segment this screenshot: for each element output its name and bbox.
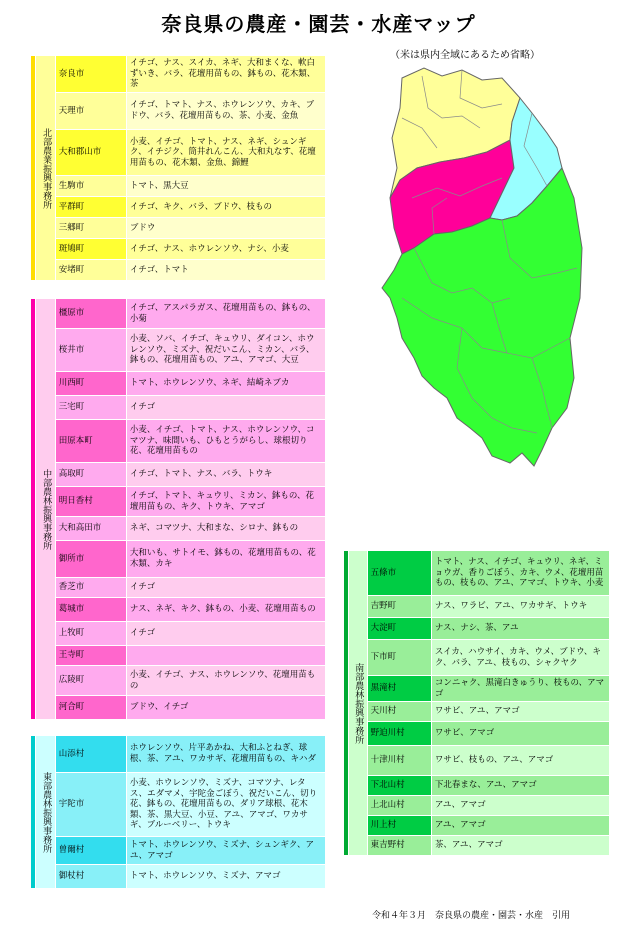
table-row [344,796,610,816]
product-list: ナス、ネギ、キク、鉢もの、小麦、花壇用苗もの [126,598,325,622]
product-list: アユ、アマゴ [431,816,609,836]
municipality-name: 山添村 [55,736,126,773]
table-row [344,776,610,796]
municipality-name: 葛城市 [55,598,126,622]
table-row [31,487,326,517]
product-list: イチゴ [126,396,325,420]
product-list: 茶、アユ、アマゴ [431,836,609,856]
table-row [31,93,326,130]
product-list: ワサビ、アマゴ [431,722,609,746]
table-row [31,517,326,541]
product-list: ワサビ、アユ、アマゴ [431,702,609,722]
product-list: 小麦、イチゴ、ナス、ホウレンソウ、花壇用苗もの [126,666,325,696]
municipality-name: 大和高田市 [55,517,126,541]
municipality-name: 安堵町 [55,260,126,281]
product-list: コンニャク、黒滝白きゅうり、枝もの、アマゴ [431,676,609,702]
table-row [344,551,610,596]
municipality-name: 御杖村 [55,865,126,889]
table-row [344,746,610,776]
product-list: イチゴ、ナス、ホウレンソウ、ナシ、小麦 [126,239,325,260]
product-list: トマト、ホウレンソウ、ミズナ、シュンギク、アユ、アマゴ [126,837,325,865]
table-row [31,622,326,646]
table-row [31,598,326,622]
municipality-name: 五條市 [367,551,431,596]
product-list: イチゴ、トマト、ナス、バラ、トウキ [126,463,325,487]
nara-region-map [342,58,592,470]
municipality-name: 吉野町 [367,596,431,618]
municipality-name: 御所市 [55,541,126,578]
municipality-name: 三郷町 [55,218,126,239]
central-office-label: 中部農林振興事務所 [36,299,56,720]
municipality-name: 十津川村 [367,746,431,776]
table-row [31,541,326,578]
product-list: 小麦、イチゴ、トマト、ナス、ネギ、シュンギク、イチジク、筒井れんこん、大和丸なす、花壇用苗もの、花木類、金魚、錦鯉 [126,130,325,176]
table-row [31,396,326,420]
east-office-table [30,735,326,889]
municipality-name: 生駒市 [55,176,126,197]
municipality-name: 川西町 [55,372,126,396]
table-row [31,299,326,329]
municipality-name: 下北山村 [367,776,431,796]
product-list: トマト、ナス、イチゴ、キュウリ、ネギ、ミョウガ、香りごぼう、カキ、ウメ、花壇用苗もの、枝もの、アユ、アマゴ、トウキ、小麦 [431,551,609,596]
product-list: イチゴ、キク、バラ、ブドウ、枝もの [126,197,325,218]
table-row [31,420,326,463]
municipality-name: 大淀町 [367,618,431,640]
central-office-table [30,298,326,720]
product-list: ブドウ [126,218,325,239]
product-list: ナス、ワラビ、アユ、ワカサギ、トウキ [431,596,609,618]
table-row [31,666,326,696]
product-list: トマト、黒大豆 [126,176,325,197]
table-row [344,640,610,676]
municipality-name: 高取町 [55,463,126,487]
municipality-name: 宇陀市 [55,773,126,837]
municipality-name: 香芝市 [55,578,126,598]
table-row [31,329,326,372]
municipality-name: 曽爾村 [55,837,126,865]
product-list: ホウレンソウ、片平あかね、大和ふとねぎ、球根、茶、アユ、ワカサギ、花壇用苗もの、キハダ [126,736,325,773]
municipality-name: 斑鳩町 [55,239,126,260]
municipality-name: 王寺町 [55,646,126,666]
municipality-name: 野迫川村 [367,722,431,746]
product-list: ワサビ、枝もの、アユ、アマゴ [431,746,609,776]
municipality-name: 川上村 [367,816,431,836]
table-row [344,702,610,722]
product-list: 小麦、ソバ、イチゴ、キュウリ、ダイコン、ホウレンソウ、ミズナ、祝だいこん、ミカン、バラ、鉢もの、花壇用苗もの、アユ、アマゴ、大豆 [126,329,325,372]
table-row [344,722,610,746]
product-list: アユ、アマゴ [431,796,609,816]
municipality-name: 桜井市 [55,329,126,372]
municipality-name: 天川村 [367,702,431,722]
table-row [31,218,326,239]
table-row [31,197,326,218]
product-list: スイカ、ハウサイ、カキ、ウメ、ブドウ、キク、バラ、アユ、枝もの、シャクヤク [431,640,609,676]
table-row [31,736,326,773]
table-row [344,816,610,836]
product-list: イチゴ、トマト、キュウリ、ミカン、鉢もの、花壇用苗もの、キク、トウキ、アマゴ [126,487,325,517]
table-row [31,463,326,487]
product-list: イチゴ [126,622,325,646]
north-office-label: 北部農業振興事務所 [36,56,56,281]
product-list: 下北春まな、アユ、アマゴ [431,776,609,796]
table-row [31,773,326,837]
municipality-name: 東吉野村 [367,836,431,856]
table-row [344,676,610,702]
table-row [344,618,610,640]
municipality-name: 下市町 [367,640,431,676]
north-office-table [30,55,326,281]
municipality-name: 橿原市 [55,299,126,329]
product-list: イチゴ、ナス、スイカ、ネギ、大和まくな、軟白ずいき、バラ、花壇用苗もの、鉢もの、花木類、茶 [126,56,325,93]
east-office-label: 東部農林振興事務所 [36,736,56,889]
product-list: ネギ、コマツナ、大和まな、シロナ、鉢もの [126,517,325,541]
municipality-name: 平群町 [55,197,126,218]
municipality-name: 上牧町 [55,622,126,646]
table-row [31,130,326,176]
product-list: ブドウ、イチゴ [126,696,325,720]
municipality-name: 河合町 [55,696,126,720]
product-list: トマト、ホウレンソウ、ネギ、結崎ネブカ [126,372,325,396]
source-footer: 令和４年３月 奈良県の農産・園芸・水産 引用 [372,911,571,921]
south-office-label: 南部農林振興事務所 [348,551,367,856]
municipality-name: 黒滝村 [367,676,431,702]
product-list: ナス、ナシ、茶、アユ [431,618,609,640]
table-row [31,578,326,598]
municipality-name: 大和郡山市 [55,130,126,176]
table-row [31,837,326,865]
municipality-name: 明日香村 [55,487,126,517]
table-row [31,176,326,197]
product-list: 小麦、ホウレンソウ、ミズナ、コマツナ、レタス、エダマメ、宇陀金ごぼう、祝だいこん、切り花、鉢もの、花壇用苗もの、ダリア球根、花木類、茶、黒大豆、小豆、アユ、アマゴ、ワカサギ、ブルーベリー、トウキ [126,773,325,837]
table-row [31,865,326,889]
south-office-table [343,550,610,856]
product-list: イチゴ、トマト、ナス、ホウレンソウ、カキ、ブドウ、バラ、花壇用苗もの、茶、小麦、金魚 [126,93,325,130]
table-row [344,596,610,618]
municipality-name: 上北山村 [367,796,431,816]
table-row [31,260,326,281]
table-row [344,836,610,856]
municipality-name: 三宅町 [55,396,126,420]
product-list [126,646,325,666]
table-row [31,696,326,720]
municipality-name: 天理市 [55,93,126,130]
municipality-name: 奈良市 [55,56,126,93]
product-list: イチゴ、アスパラガス、花壇用苗もの、鉢もの、小菊 [126,299,325,329]
page-title: 奈良県の農産・園芸・水産マップ [161,12,476,36]
table-row [31,239,326,260]
table-row [31,372,326,396]
map-note: （米は県内全域にあるため省略） [390,50,540,61]
table-row [31,56,326,93]
product-list: 大和いも、サトイモ、鉢もの、花壇用苗もの、花木類、カキ [126,541,325,578]
product-list: 小麦、イチゴ、トマト、ナス、ホウレンソウ、コマツナ、味間いも、ひもとうがらし、球根切り花、花壇用苗もの [126,420,325,463]
table-row [31,646,326,666]
product-list: トマト、ホウレンソウ、ミズナ、アマゴ [126,865,325,889]
product-list: イチゴ [126,578,325,598]
product-list: イチゴ、トマト [126,260,325,281]
municipality-name: 広陵町 [55,666,126,696]
municipality-name: 田原本町 [55,420,126,463]
